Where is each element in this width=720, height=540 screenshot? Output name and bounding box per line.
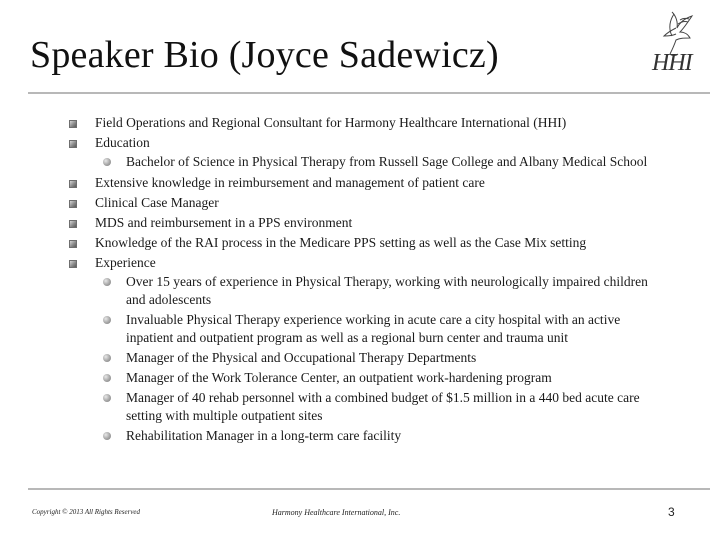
round-bullet-icon [103, 278, 111, 286]
bullet-item [0, 173, 665, 193]
sub-bullet-item [0, 273, 666, 309]
square-bullet-icon [69, 240, 77, 248]
sub-bullet-item [0, 349, 666, 367]
sub-bullet-text: Bachelor of Science in Physical Therapy from Russell Sage College and Albany Medical School [126, 154, 648, 169]
sub-bullet-text: Rehabilitation Manager in a long-term care facility [126, 428, 402, 443]
round-bullet-icon [103, 394, 111, 402]
round-bullet-icon [103, 158, 111, 166]
title-divider [28, 92, 710, 94]
bullet-item [0, 233, 665, 253]
sub-bullet-item [0, 311, 666, 347]
sub-bullet-text: Invaluable Physical Therapy experience working in acute care a city hospital with an active inpatient and outpatient program as well as a regional burn center and trauma unit [126, 312, 621, 345]
bio-bullet-list [0, 113, 720, 447]
bullet-text: Education [95, 135, 150, 150]
slide-title: Speaker Bio (Joyce Sadewicz) [30, 34, 499, 76]
hhi-logo [650, 6, 706, 80]
square-bullet-icon [69, 120, 77, 128]
round-bullet-icon [103, 354, 111, 362]
sub-bullet-item [0, 427, 666, 445]
bullet-text: Field Operations and Regional Consultant for Harmony Healthcare International (HHI) [95, 115, 567, 130]
bullet-text: Experience [95, 255, 156, 270]
round-bullet-icon [103, 374, 111, 382]
bullet-item [0, 113, 665, 133]
round-bullet-icon [103, 316, 111, 324]
bullet-text: Clinical Case Manager [95, 195, 219, 210]
bullet-text: Knowledge of the RAI process in the Medicare PPS setting as well as the Case Mix setting [95, 235, 587, 250]
bullet-item [0, 193, 665, 213]
sub-bullet-text: Manager of 40 rehab personnel with a combined budget of $1.5 million in a 440 bed acute care setting with multiple outpatient sites [126, 390, 640, 423]
bullet-item [0, 133, 665, 153]
square-bullet-icon [69, 220, 77, 228]
bullet-item [0, 253, 665, 273]
square-bullet-icon [69, 140, 77, 148]
sub-bullet-text: Manager of the Work Tolerance Center, an outpatient work-hardening program [126, 370, 552, 385]
square-bullet-icon [69, 180, 77, 188]
bullet-text: MDS and reimbursement in a PPS environment [95, 215, 353, 230]
sub-bullet-item [0, 369, 666, 387]
sub-bullet-item [0, 153, 666, 171]
footer-copyright: Copyright © 2013 All Rights Reserved [32, 508, 141, 516]
bullet-item [0, 213, 665, 233]
sub-bullet-text: Over 15 years of experience in Physical Therapy, working with neurologically impaired children and adolescents [126, 274, 648, 307]
footer-company: Harmony Healthcare International, Inc. [272, 508, 401, 517]
sub-bullet-text: Manager of the Physical and Occupational Therapy Departments [126, 350, 477, 365]
logo-text: HHI [652, 50, 692, 76]
square-bullet-icon [69, 200, 77, 208]
page-number: 3 [668, 505, 675, 519]
bullet-text: Extensive knowledge in reimbursement and management of patient care [95, 175, 485, 190]
square-bullet-icon [69, 260, 77, 268]
footer-divider [28, 488, 710, 490]
round-bullet-icon [103, 432, 111, 440]
sub-bullet-item [0, 389, 666, 425]
